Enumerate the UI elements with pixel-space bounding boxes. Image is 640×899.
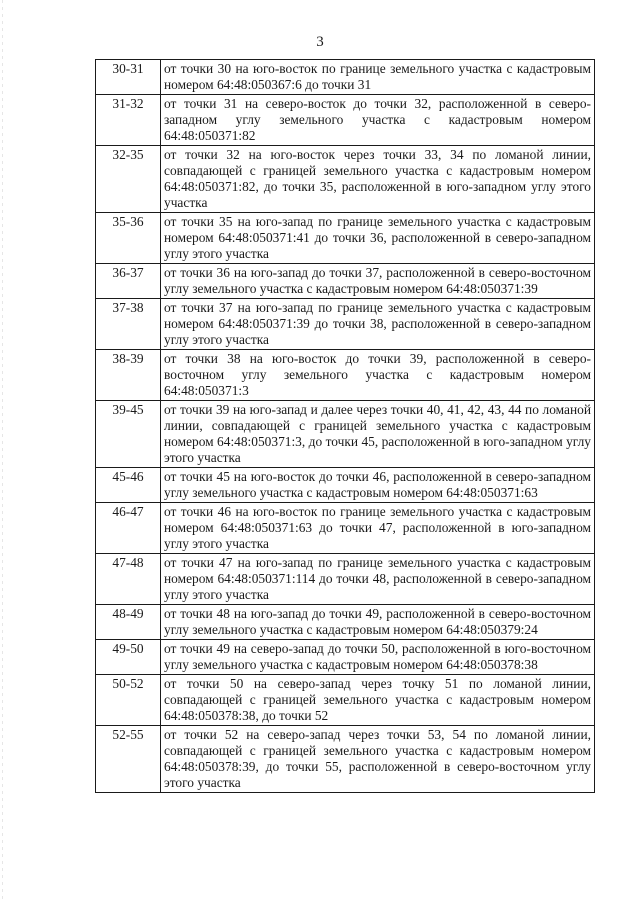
table-row bbox=[96, 213, 595, 264]
table-row bbox=[96, 146, 595, 213]
description-cell: от точки 48 на юго-запад до точки 49, расположенной в северо-восточном углу земельного участка с кадастровым номером 64:48:050379:24 bbox=[161, 605, 595, 640]
segment-cell: 31-32 bbox=[96, 95, 161, 146]
table-row bbox=[96, 264, 595, 299]
segment-cell: 49-50 bbox=[96, 640, 161, 675]
description-cell: от точки 32 на юго-восток через точки 33, 34 по ломаной линии, совпадающей с границей земельного участка с кадастровым номером 64:48:050371:82, до точки 35, расположенной в юго-западном углу этого участка bbox=[161, 146, 595, 213]
table-row bbox=[96, 726, 595, 793]
description-cell: от точки 31 на северо-восток до точки 32, расположенной в северо-западном углу земельного участка с кадастровым номером 64:48:050371:82 bbox=[161, 95, 595, 146]
segment-cell: 48-49 bbox=[96, 605, 161, 640]
boundary-description-table bbox=[95, 59, 595, 793]
segment-cell: 47-48 bbox=[96, 554, 161, 605]
table-row bbox=[96, 401, 595, 468]
description-cell: от точки 35 на юго-запад по границе земельного участка с кадастровым номером 64:48:050371:41 до точки 36, расположенной в северо-западном углу этого участка bbox=[161, 213, 595, 264]
table-row bbox=[96, 95, 595, 146]
segment-cell: 38-39 bbox=[96, 350, 161, 401]
segment-cell: 46-47 bbox=[96, 503, 161, 554]
segment-cell: 39-45 bbox=[96, 401, 161, 468]
scan-edge-artifact bbox=[2, 0, 3, 899]
table-row bbox=[96, 60, 595, 95]
description-cell: от точки 50 на северо-запад через точку 51 по ломаной линии, совпадающей с границей земельного участка с кадастровым номером 64:48:050378:38, до точки 52 bbox=[161, 675, 595, 726]
description-cell: от точки 47 на юго-запад по границе земельного участка с кадастровым номером 64:48:050371:114 до точки 48, расположенной в северо-западном углу этого участка bbox=[161, 554, 595, 605]
description-cell: от точки 49 на северо-запад до точки 50, расположенной в юго-восточном углу земельного участка с кадастровым номером 64:48:050378:38 bbox=[161, 640, 595, 675]
table-row bbox=[96, 350, 595, 401]
table-row bbox=[96, 640, 595, 675]
segment-cell: 52-55 bbox=[96, 726, 161, 793]
table-row bbox=[96, 468, 595, 503]
table-row bbox=[96, 675, 595, 726]
description-cell: от точки 38 на юго-восток до точки 39, расположенной в северо-восточном углу земельного участка с кадастровым номером 64:48:050371:3 bbox=[161, 350, 595, 401]
segment-cell: 50-52 bbox=[96, 675, 161, 726]
table-row bbox=[96, 299, 595, 350]
description-cell: от точки 46 на юго-восток по границе земельного участка с кадастровым номером 64:48:050371:63 до точки 47, расположенной в юго-западном углу этого участка bbox=[161, 503, 595, 554]
segment-cell: 36-37 bbox=[96, 264, 161, 299]
description-cell: от точки 30 на юго-восток по границе земельного участка с кадастровым номером 64:48:050367:6 до точки 31 bbox=[161, 60, 595, 95]
description-cell: от точки 45 на юго-восток до точки 46, расположенной в северо-западном углу земельного участка с кадастровым номером 64:48:050371:63 bbox=[161, 468, 595, 503]
description-cell: от точки 37 на юго-запад по границе земельного участка с кадастровым номером 64:48:050371:39 до точки 38, расположенной в северо-западном углу этого участка bbox=[161, 299, 595, 350]
segment-cell: 45-46 bbox=[96, 468, 161, 503]
segment-cell: 30-31 bbox=[96, 60, 161, 95]
segment-cell: 32-35 bbox=[96, 146, 161, 213]
table-row bbox=[96, 605, 595, 640]
description-cell: от точки 52 на северо-запад через точки 53, 54 по ломаной линии, совпадающей с границей земельного участка с кадастровым номером 64:48:050378:39, до точки 55, расположенной в северо-восточном углу этого участка bbox=[161, 726, 595, 793]
segment-cell: 35-36 bbox=[96, 213, 161, 264]
table-row bbox=[96, 503, 595, 554]
description-cell: от точки 39 на юго-запад и далее через точки 40, 41, 42, 43, 44 по ломаной линии, совпадающей с границей земельного участка с кадастровым номером 64:48:050371:3, до точки 45, расположенной в юго-западном углу этого участка bbox=[161, 401, 595, 468]
table-row bbox=[96, 554, 595, 605]
description-cell: от точки 36 на юго-запад до точки 37, расположенной в северо-восточном углу земельного участка с кадастровым номером 64:48:050371:39 bbox=[161, 264, 595, 299]
segment-cell: 37-38 bbox=[96, 299, 161, 350]
page-number: 3 bbox=[316, 34, 324, 50]
